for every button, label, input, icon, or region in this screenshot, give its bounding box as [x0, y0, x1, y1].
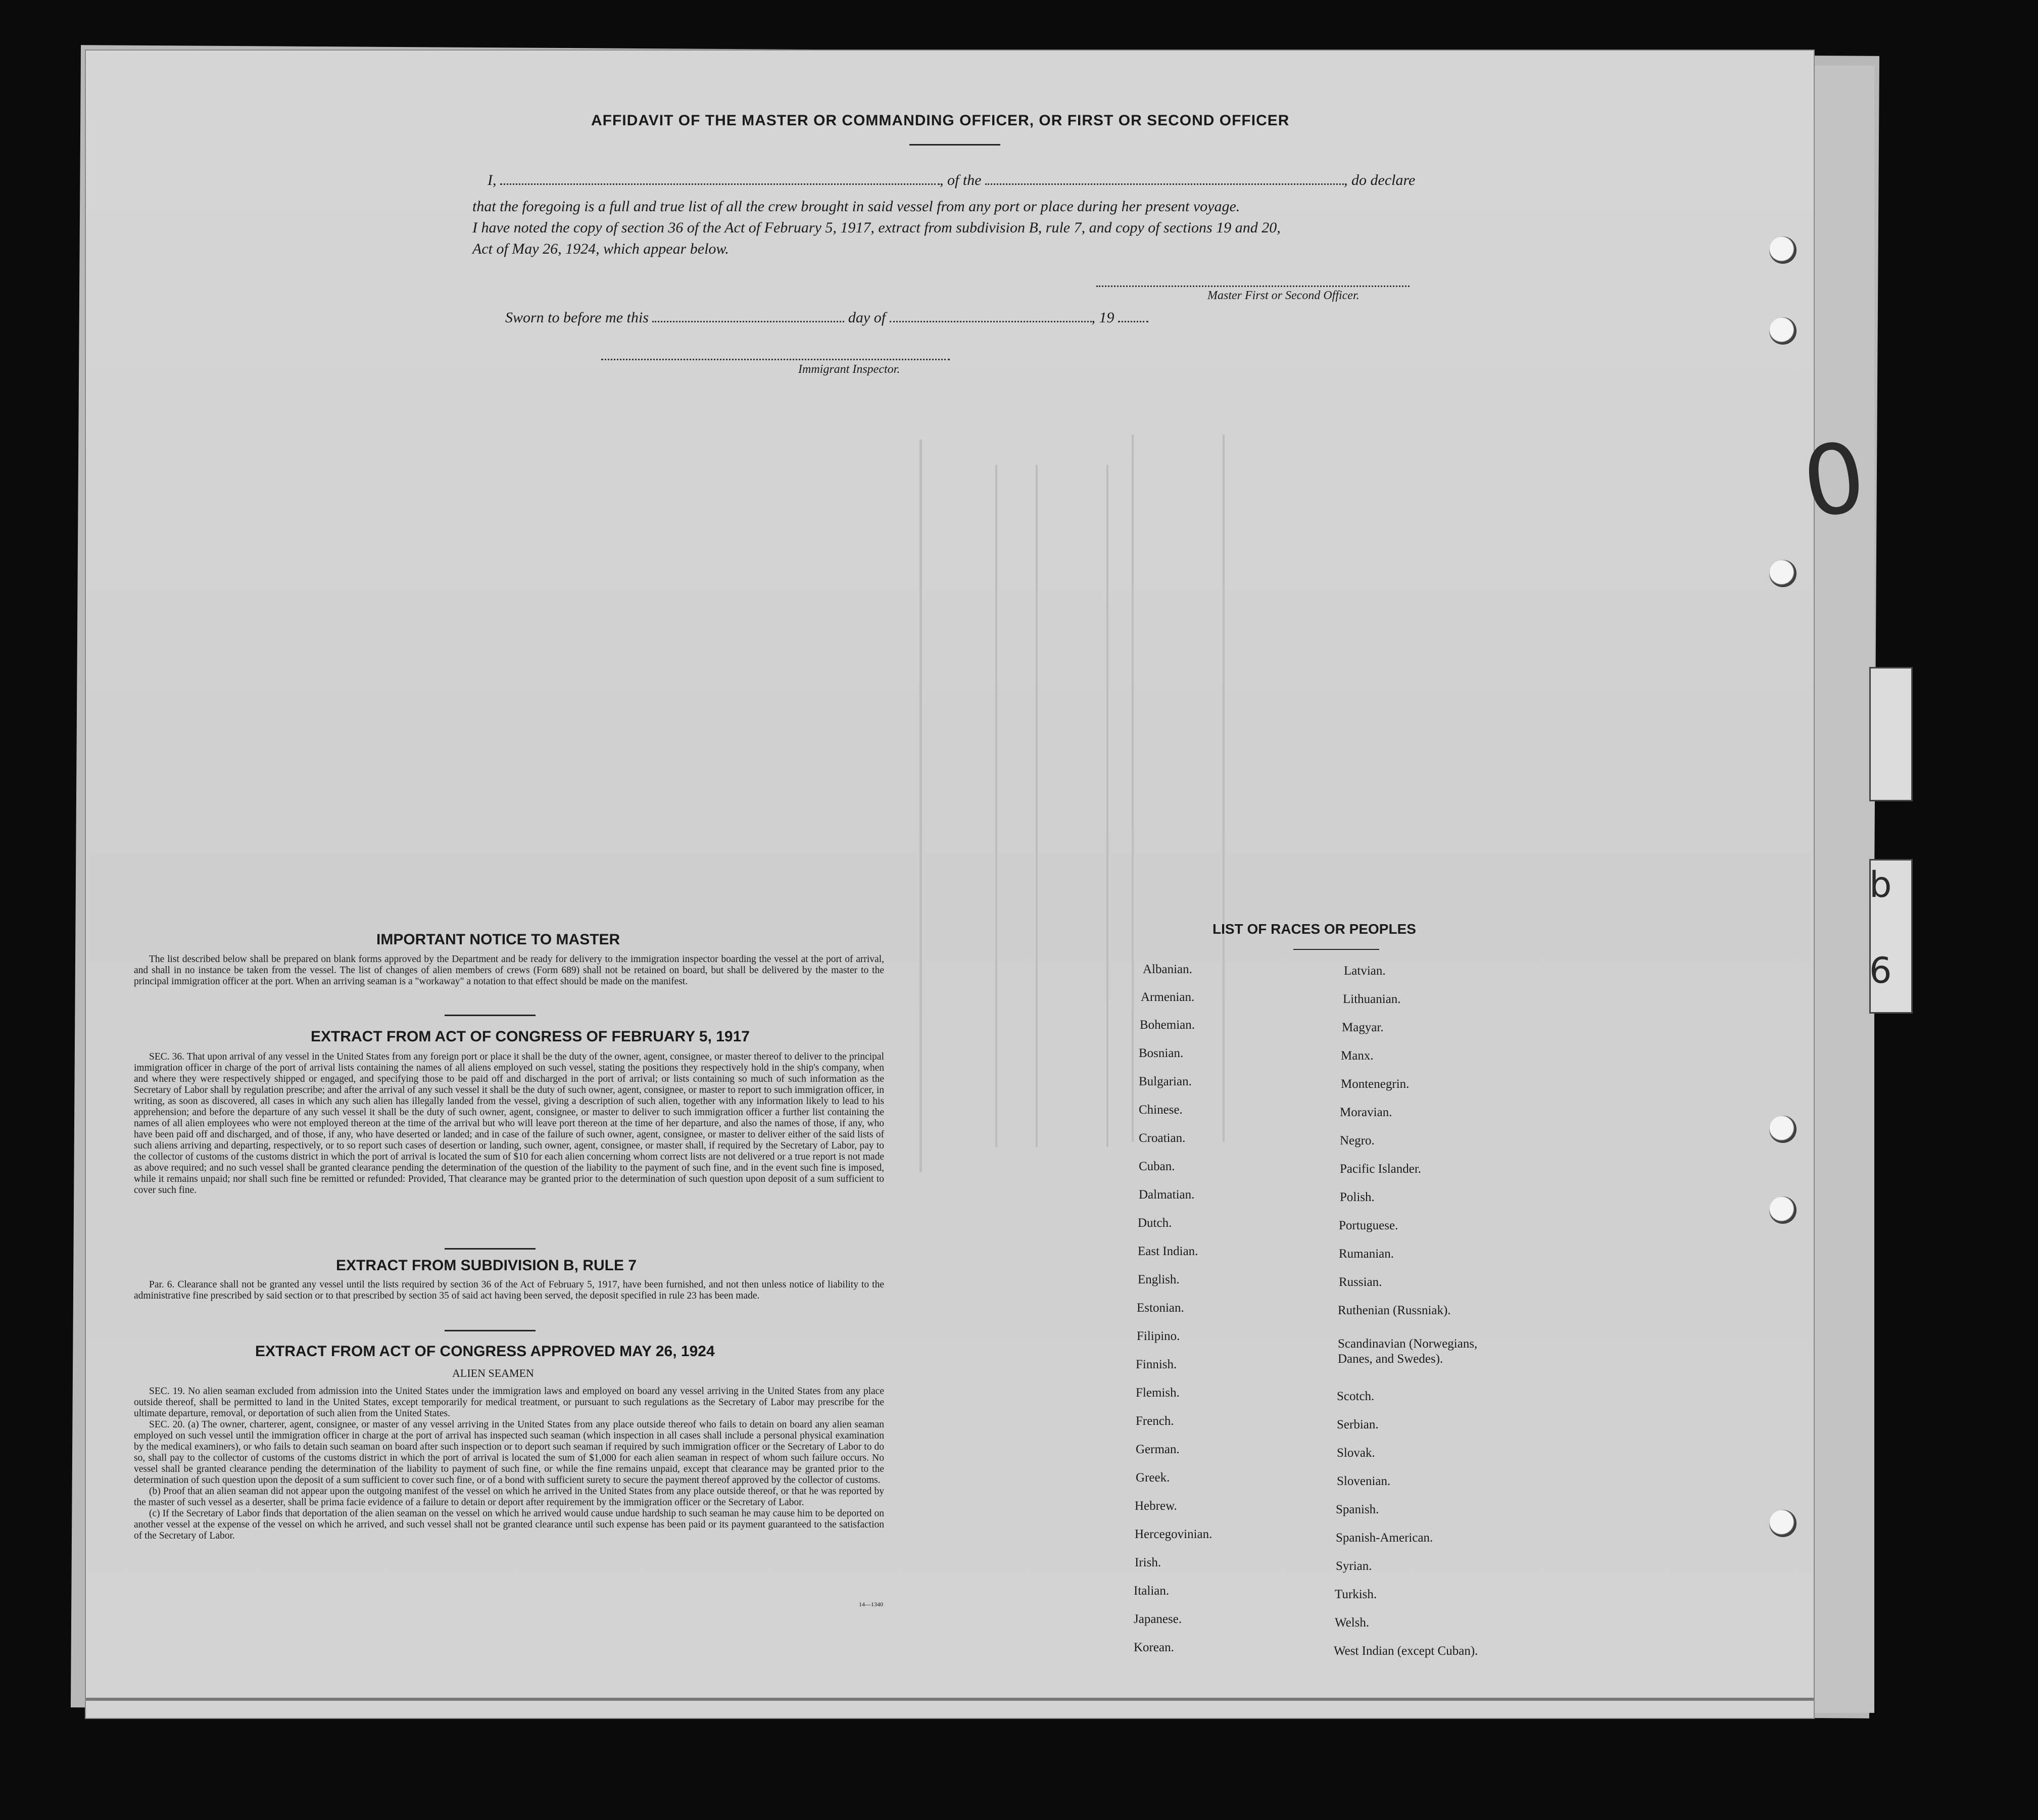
- page-edge: [86, 1698, 1814, 1701]
- race-right: Slovak.: [1337, 1446, 1375, 1460]
- extract-1924-title: EXTRACT FROM ACT OF CONGRESS APPROVED MAY 26, 1924: [255, 1343, 715, 1360]
- punch-hole: [1769, 1116, 1797, 1143]
- race-left: Albanian.: [1143, 963, 1192, 976]
- crease-line: [1036, 465, 1038, 1147]
- race-left: Greek.: [1136, 1471, 1170, 1484]
- handwritten-mark: b: [1869, 864, 1892, 905]
- divider: [445, 1015, 536, 1016]
- sworn-line: [505, 309, 1148, 326]
- race-right: Spanish.: [1336, 1503, 1379, 1516]
- race-left: German.: [1136, 1443, 1180, 1456]
- race-left: French.: [1136, 1414, 1174, 1428]
- race-right: Portuguese.: [1339, 1219, 1398, 1232]
- crease-line: [1106, 465, 1108, 1147]
- sec20c-paragraph: (c) If the Secretary of Labor finds that deportation of the alien seaman on the vessel on which he arrived would cause undue hardship to such seaman he may cause him to be deported on another vessel at the expense of the vessel on which he arrived, and such vessel shall not be granted clearance until such expense has been paid or its payment guaranteed to the satisfaction of the Secretary of Labor.: [134, 1508, 884, 1541]
- index-tab: [1869, 667, 1913, 801]
- affidavit-line-1: [488, 172, 1415, 189]
- divider: [445, 1248, 536, 1250]
- alien-seamen-subtitle: ALIEN SEAMEN: [452, 1367, 534, 1379]
- race-right: Latvian.: [1344, 964, 1386, 978]
- sec20a-paragraph: SEC. 20. (a) The owner, charterer, agent, consignee, or master of any vessel arriving in the United States from any place outside thereof who fails to detain on board any alien seaman employed on such vessel until the immigration officer in charge at the port of arrival has inspected such seaman (which inspection in all cases shall include a personal physical examination by the medical examiners), or who fails to detain such seaman on board after such inspection or to deport such seaman if required by such immigration officer or the Secretary of Labor to do so, shall pay to the collector of customs of the customs district in which the port of arrival is located the sum of $1,000 for each alien seaman in respect of whom such failure occurs. No vessel shall be granted clearance pending the determination of the liability to payment of such fine, or while the fine remains unpaid, except that clearance may be granted prior to the determination of such question upon the deposit of a sum sufficient to cover such fine, or of a bond with sufficient surety to secure the payment thereof approved by the collector of customs.: [134, 1419, 884, 1486]
- punch-hole: [1769, 1510, 1797, 1537]
- affidavit-i: I,: [488, 172, 497, 188]
- extract-rule7-text: [134, 1279, 884, 1302]
- year-prefix: , 19: [1091, 309, 1114, 326]
- sec20b-paragraph: (b) Proof that an alien seaman did not appear upon the outgoing manifest of the vessel on which he arrived in the United States from any place outside thereof, or that he was reported by the master of such vessel as a deserter, shall be prima facie evidence of a failure to detain or deport after requirement by the immigration officer or the Secretary of Labor.: [134, 1486, 884, 1508]
- race-right: Welsh.: [1335, 1616, 1370, 1630]
- race-left: Korean.: [1134, 1641, 1174, 1654]
- master-signature-line: [1096, 285, 1410, 287]
- sworn-before: Sworn to before me this: [505, 309, 649, 326]
- race-right: Moravian.: [1340, 1106, 1392, 1119]
- master-label: Master First or Second Officer.: [1207, 289, 1360, 302]
- races-title: LIST OF RACES OR PEOPLES: [1212, 921, 1416, 937]
- extract-rule7-title: EXTRACT FROM SUBDIVISION B, RULE 7: [336, 1257, 637, 1274]
- race-left: Estonian.: [1137, 1301, 1184, 1315]
- race-left: English.: [1138, 1273, 1180, 1286]
- race-left: Italian.: [1134, 1584, 1170, 1598]
- crease-line: [919, 440, 922, 1172]
- divider: [445, 1330, 536, 1331]
- name-blank: [500, 172, 940, 185]
- notice-title: IMPORTANT NOTICE TO MASTER: [376, 931, 620, 948]
- year-blank: [1118, 310, 1148, 322]
- crease-line: [1223, 435, 1225, 1142]
- race-left: Cuban.: [1139, 1160, 1175, 1173]
- rule7-paragraph: Par. 6. Clearance shall not be granted any vessel until the lists required by section 36 of the Act of February 5, 1917, have been furnished, and not then unless notice of liability to the administrative fine prescribed by said section or to that prescribed by section 35 of said act having been served, the deposit specified in rule 23 has been made.: [134, 1279, 884, 1301]
- race-right: Lithuanian.: [1343, 992, 1401, 1006]
- crease-line: [995, 465, 997, 1147]
- affidavit-do-declare: , do declare: [1344, 172, 1416, 188]
- race-right: Russian.: [1339, 1275, 1382, 1289]
- race-right: Ruthenian (Russniak).: [1338, 1304, 1451, 1317]
- race-right: Polish.: [1340, 1190, 1375, 1204]
- race-right: Scandinavian (Norwegians, Danes, and Swedes).: [1338, 1337, 1478, 1366]
- affidavit-of-the: , of the: [940, 172, 982, 188]
- race-left: Chinese.: [1139, 1103, 1183, 1117]
- day-of: day of: [848, 309, 886, 326]
- race-right: Scotch.: [1337, 1390, 1375, 1403]
- race-left: Irish.: [1135, 1556, 1161, 1569]
- inspector-signature-line: [601, 359, 950, 360]
- race-right: Turkish.: [1335, 1588, 1377, 1601]
- affidavit-line-3: I have noted the copy of section 36 of the Act of February 5, 1917, extract from subdivision B, rule 7, and copy of sections 19 and 20,: [472, 219, 1281, 236]
- notice-paragraph: The list described below shall be prepared on blank forms approved by the Department and be ready for delivery to the immigration inspector boarding the vessel at the port of arrival, and shall in no instance be taken from the vessel. The list of changes of alien members of crews (Form 689) shall not be retained on board, but shall be delivered by the master to the principal immigration officer at the port. When an arriving seaman is a "workaway" a notation to that effect should be made on the manifest.: [134, 954, 884, 987]
- race-right: Spanish-American.: [1336, 1531, 1433, 1545]
- affidavit-line-4: Act of May 26, 1924, which appear below.: [472, 241, 729, 257]
- punch-hole: [1769, 1196, 1797, 1224]
- punch-hole: [1769, 236, 1797, 264]
- race-right: Magyar.: [1342, 1021, 1384, 1034]
- race-right: West Indian (except Cuban).: [1334, 1644, 1478, 1658]
- race-left: Bohemian.: [1140, 1018, 1195, 1032]
- race-left: Bosnian.: [1139, 1046, 1184, 1060]
- sec36-paragraph: SEC. 36. That upon arrival of any vessel in the United States from any foreign port or place it shall be the duty of the owner, agent, consignee, or master thereof to deliver to the principal immigration officer in charge of the port of arrival lists containing the names of all aliens employed on such vessel, stating the positions they respectively hold in the ship's company, when and where they were respectively shipped or engaged, and specifying those to be paid off and discharged in the port of arrival; or lists containing so much of such information as the Secretary of Labor shall by regulation prescribe; and after the arrival of any such vessel it shall be the duty of such owner, agent, consignee, or master to report to such immigration officer, in writing, as soon as discovered, all cases in which any such alien has illegally landed from the vessel, giving a description of such alien, together with any information likely to lead to his apprehension; and before the departure of any such vessel it shall be the duty of such owner, agent, consignee, or master to deliver to such immigration officer a further list containing the names of all alien employees who were not employed thereon at the time of the arrival but who will leave port thereon at the time of her departure, and also the names of those, if any, who have been paid off and discharged, and of those, if any, who have deserted or landed; and in case of the failure of such owner, agent, consignee, or master to deliver either of the said lists of such aliens arriving and departing, respectively, or to so report such cases of desertion or landing, such owner, agent, consignee, or master shall, if required by the Secretary of Labor, pay to the collector of customs of the customs district in which the port of arrival is located the sum of $10 for each alien concerning whom correct lists are not delivered or a true report is not made as above required; and no such vessel shall be granted clearance pending the determination of the question of the liability to the payment of such fine, and in the event such fine is imposed, while it remains unpaid; nor shall such fine be remitted or refunded: Provided, That clearance may be granted prior to the determination of such question upon deposit of a sum sufficient to cover such fine.: [134, 1051, 884, 1195]
- race-left: Finnish.: [1136, 1358, 1177, 1371]
- race-left: Armenian.: [1141, 990, 1195, 1004]
- extract-1924-text: [134, 1386, 884, 1542]
- race-right: Serbian.: [1337, 1418, 1379, 1431]
- race-left: Bulgarian.: [1139, 1075, 1192, 1088]
- race-right: Syrian.: [1336, 1559, 1372, 1573]
- race-right: Pacific Islander.: [1340, 1162, 1422, 1176]
- race-left: Dutch.: [1138, 1216, 1172, 1230]
- handwritten-mark: 6: [1869, 950, 1892, 991]
- race-left: Hercegovinian.: [1135, 1527, 1212, 1541]
- race-left: Croatian.: [1139, 1131, 1186, 1145]
- extract-1917-title: EXTRACT FROM ACT OF CONGRESS OF FEBRUARY 5, 1917: [311, 1028, 750, 1045]
- race-left: East Indian.: [1138, 1244, 1198, 1258]
- form-number: 14—1340: [859, 1601, 883, 1608]
- race-left: Japanese.: [1134, 1612, 1182, 1626]
- race-right: Montenegrin.: [1341, 1077, 1410, 1091]
- divider: [1293, 949, 1379, 950]
- race-left: Flemish.: [1136, 1386, 1180, 1400]
- handwritten-mark: 0: [1796, 420, 1872, 540]
- vessel-blank: [985, 172, 1344, 185]
- divider: [909, 144, 1000, 146]
- notice-text: [134, 954, 884, 987]
- race-right: Manx.: [1341, 1049, 1374, 1063]
- punch-hole: [1769, 317, 1797, 345]
- day-blank: [652, 310, 844, 322]
- inspector-label: Immigrant Inspector.: [798, 363, 900, 376]
- sec19-paragraph: SEC. 19. No alien seaman excluded from admission into the United States under the immigration laws and employed on board any vessel arriving in the United States from any place outside thereof, shall be permitted to land in the United States, except temporarily for medical treatment, or pursuant to such regulations as the Secretary of Labor may prescribe for the ultimate departure, removal, or deportation of such alien from the United States.: [134, 1386, 884, 1419]
- month-blank: [890, 310, 1092, 322]
- extract-1917-text: [134, 1051, 884, 1196]
- race-left: Hebrew.: [1135, 1499, 1177, 1513]
- race-right: Negro.: [1340, 1134, 1375, 1147]
- punch-hole: [1769, 560, 1797, 587]
- affidavit-line-2: that the foregoing is a full and true list of all the crew brought in said vessel from any port or place during her present voyage.: [472, 198, 1240, 215]
- race-left: Filipino.: [1137, 1329, 1180, 1343]
- race-right: Rumanian.: [1339, 1247, 1394, 1261]
- race-left: Dalmatian.: [1139, 1188, 1195, 1202]
- crease-line: [1132, 435, 1134, 1142]
- race-right: Slovenian.: [1337, 1474, 1391, 1488]
- affidavit-title: AFFIDAVIT OF THE MASTER OR COMMANDING OFFICER, OR FIRST OR SECOND OFFICER: [591, 112, 1290, 129]
